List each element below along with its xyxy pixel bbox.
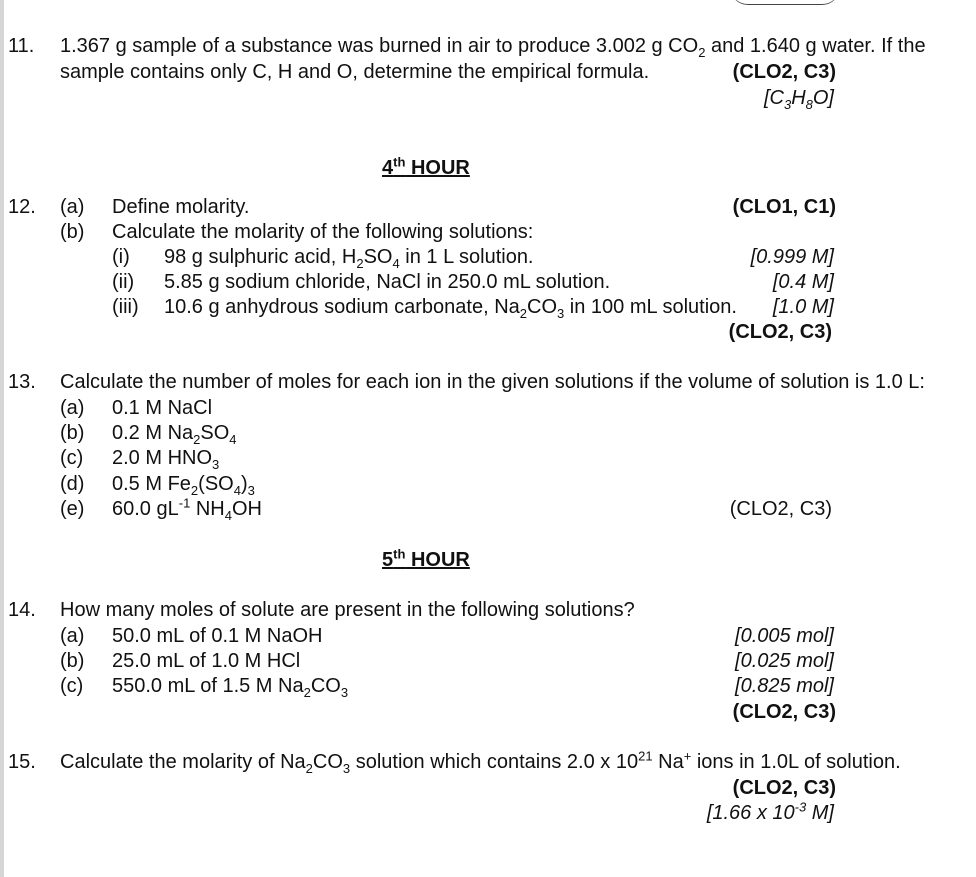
q14-text: How many moles of solute are present in the following solutions? xyxy=(60,599,635,621)
hour-5-heading: 5th HOUR xyxy=(382,546,470,571)
q15-clo: (CLO2, C3) xyxy=(732,777,836,799)
q14-c-text: 550.0 mL of 1.5 M $Na_2CO_3$ xyxy=(112,675,349,700)
q11-line2: sample contains only C, H and O, determine the empirical formula. xyxy=(60,61,650,83)
q11-number: 11. xyxy=(8,35,35,57)
q11-line1: 1.367 g sample of a substance was burned in air to produce 3.002 g $CO_2$ and 1.640 g water. If the xyxy=(60,35,926,60)
cropped-text-fragment xyxy=(730,0,840,5)
q13-d-label: (d) xyxy=(60,473,85,495)
q14-b-text: 25.0 mL of 1.0 M HCl xyxy=(112,650,301,672)
q13-c-label: (c) xyxy=(60,447,84,469)
q13-b-label: (b) xyxy=(60,422,85,444)
q12-clo: (CLO2, C3) xyxy=(728,321,832,343)
q14-b-answer: [0.025 mol] xyxy=(735,650,834,672)
q13-e-label: (e) xyxy=(60,498,85,520)
q14-b-label: (b) xyxy=(60,650,85,672)
q13-text: Calculate the number of moles for each ion in the given solutions if the volume of solution is 1.0 L: xyxy=(60,371,925,393)
hour-4-heading: 4th HOUR xyxy=(382,154,470,179)
q12-i-answer: [0.999 M] xyxy=(750,246,834,268)
q12-i-label: (i) xyxy=(112,246,130,268)
q13-number: 13. xyxy=(8,371,36,393)
q12-b-text: Calculate the molarity of the following solutions: xyxy=(112,221,534,243)
q14-a-answer: [0.005 mol] xyxy=(735,625,834,647)
q15-text: Calculate the molarity of $Na_2CO_3$ solution which contains 2.0 x $10^{21}$ Na+ ions in 1.0L of solution. xyxy=(60,748,901,776)
q14-number: 14. xyxy=(8,599,36,621)
q12-a-clo: (CLO1, C1) xyxy=(732,196,836,218)
q12-i-text: 98 g sulphuric acid, $H_2SO_4$ in 1 L solution. xyxy=(164,246,534,271)
q12-number: 12. xyxy=(8,196,36,218)
q12-ii-answer: [0.4 M] xyxy=(772,271,834,293)
q12-b-label: (b) xyxy=(60,221,85,243)
q12-ii-label: (ii) xyxy=(112,271,135,293)
q15-number: 15. xyxy=(8,751,36,773)
q12-ii-text: 5.85 g sodium chloride, NaCl in 250.0 mL solution. xyxy=(164,271,611,293)
q13-a-label: (a) xyxy=(60,397,85,419)
q14-a-text: 50.0 mL of 0.1 M NaOH xyxy=(112,625,323,647)
q12-iii-label: (iii) xyxy=(112,296,139,318)
q12-iii-text: 10.6 g anhydrous sodium carbonate, $Na_2CO_3$ in 100 mL solution. xyxy=(164,296,737,321)
q13-d-text: 0.5 M $Fe_2(SO_4)_3$ xyxy=(112,473,255,498)
q11-clo: (CLO2, C3) xyxy=(732,61,836,83)
q13-clo: (CLO2, C3) xyxy=(729,498,832,520)
page-edge xyxy=(0,0,4,877)
q11-answer: $[C_3H_8O]$ xyxy=(763,87,834,112)
q14-c-label: (c) xyxy=(60,675,84,697)
q14-c-answer: [0.825 mol] xyxy=(735,675,834,697)
q15-answer: [1.66 x $10^{-3}$ M] xyxy=(706,799,834,824)
q12-iii-answer: [1.0 M] xyxy=(772,296,834,318)
q14-a-label: (a) xyxy=(60,625,85,647)
q13-c-text: 2.0 M $HNO_3$ xyxy=(112,447,220,472)
q12-a-text: Define molarity. xyxy=(112,196,250,218)
q12-a-label: (a) xyxy=(60,196,85,218)
q13-e-text: 60.0 $gL^{-1}$ $NH_4OH$ xyxy=(112,495,262,523)
q13-b-text: 0.2 M $Na_2SO_4$ xyxy=(112,422,237,447)
q14-clo: (CLO2, C3) xyxy=(732,701,836,723)
q13-a-text: 0.1 M NaCl xyxy=(112,397,213,419)
